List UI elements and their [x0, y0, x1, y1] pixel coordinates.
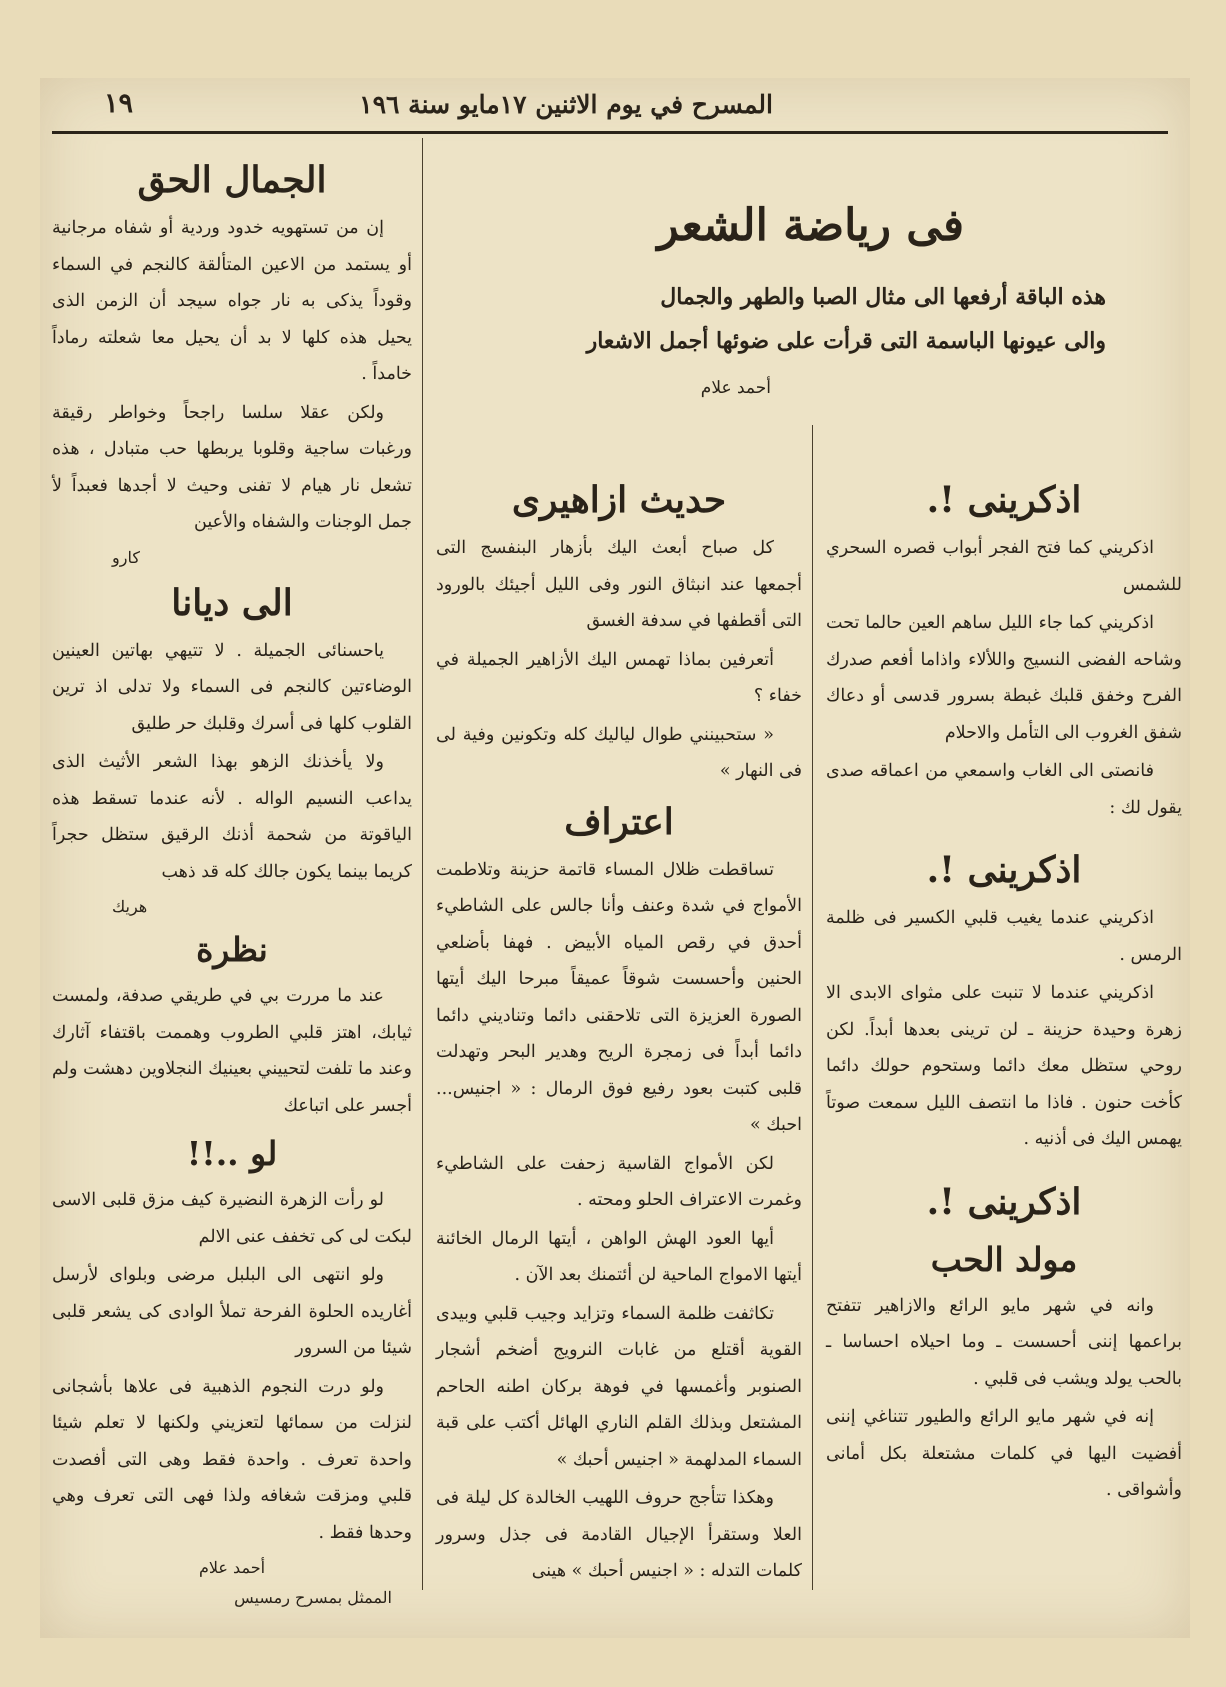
section-heading: حديث ازاهيرى: [511, 479, 727, 521]
paragraph: اذكريني كما جاء الليل ساهم العين حالما تحت وشاحه الفضى النسيج واللألاء واذاما أفعم صدرك الفرح وخفق قلبك غبطة بسرور قدسى أو دعاك شفق الغروب الى التأمل والاحلام: [826, 613, 1182, 743]
page-header: [52, 86, 1168, 134]
paragraph: ولا يأخذنك الزهو بهذا الشعر الأثيث الذى يداعب النسيم الواله . لأنه عندما تسقط هذه الياقوتة من شحمة أذنك الرقيق ستظل حجراً كريما بينما يكون جالك كله قد ذهب: [52, 752, 412, 882]
paragraph: ولو انتهى الى البلبل مرضى وبلواى لأرسل أغاريده الحلوة الفرحة تملأ الوادى كى يشعر قلبى شيئا من السرور: [52, 1265, 412, 1358]
header-rule: [52, 131, 1168, 134]
paragraph: تساقطت ظلال المساء قاتمة حزينة وتلاطمت الأمواج في شدة وعنف وأنا جالس على الشاطيء أحدق في رقص المياه الأبيض . فهفا بأضلعي الحنين وأحسست شوقاً عميقاً مبرحا اليك أيتها الصورة العزيزة التى تلاحقنى دائما وتناديني دائما دائما أبداً فى زمجرة الريح وهدير البحر وتهدلت قلبى كتبت بعود رفيع فوق الرمال : « اجنيس... احبك »: [436, 859, 802, 1135]
column-divider-right: [812, 425, 813, 1590]
paragraph: اذكريني عندما يغيب قلبي الكسير فى ظلمة الرمس .: [826, 908, 1182, 965]
paragraph: أيها العود الهش الواهن ، أيتها الرمال الخائنة أيتها الامواج الماحية لن أئتمنك بعد الآن .: [436, 1228, 802, 1285]
paragraph: فانصتى الى الغاب واسمعي من اعماقه صدى يقول لك :: [826, 761, 1182, 818]
paragraph: وانه في شهر مايو الرائع والازاهير تتفتح براعمها إننى أحسست ـ وما احيلاه احساسا ـ بالحب يولد ويشب فى قلبي .: [826, 1295, 1182, 1389]
paragraph: كل صباح أبعث اليك بأزهار البنفسج التى أجمعها عند انبثاق النور وفى الليل أجيئك بالورود التى أقطفها في سدفة الغسق: [436, 538, 802, 631]
paragraph: لو رأت الزهرة النضيرة كيف مزق قلبى الاسى لبكت لى كى تخفف عنى الالم: [52, 1190, 412, 1247]
section-heading: اذكرينى !.: [926, 1180, 1082, 1223]
main-title: فى رياضة الشعر: [657, 200, 964, 251]
paragraph: وهكذا تتأجج حروف اللهيب الخالدة كل ليلة فى العلا وستقرأ الإجيال القادمة فى جذل وسرور كلمات التدله : « اجنيس أحبك » هينى: [436, 1488, 802, 1581]
intro-author: أحمد علام: [700, 378, 771, 398]
section-heading: مولد الحب: [930, 1239, 1078, 1279]
signature: كارو: [112, 547, 140, 567]
paragraph: اذكريني كما فتح الفجر أبواب قصره السحري للشمس: [826, 538, 1182, 595]
paragraph: « ستحبينني طوال لياليك كله وتكونين وفية لى فى النهار »: [436, 724, 802, 781]
section-heading: لو ..!!: [186, 1134, 278, 1173]
section-heading: اذكرينى !.: [926, 849, 1082, 891]
intro-line-1: هذه الباقة أرفعها الى مثال الصبا والطهر والجمال: [660, 284, 1106, 310]
paragraph: عند ما مررت بي في طريقي صدفة، ولمست ثيابك، اهتز قلبي الطروب وهممت باقتفاء آثارك وعند ما تلفت لتحييني بعينيك النجلاوين دهشت ولم أجسر على اتباعك: [52, 986, 412, 1116]
paragraph: أتعرفين بماذا تهمس اليك الأزاهير الجميلة في خفاء ؟: [436, 649, 802, 706]
signature-caption: الممثل بمسرح رمسيس: [234, 1588, 392, 1607]
signature: أحمد علام: [198, 1558, 266, 1577]
intro-text: [406, 275, 1106, 363]
page-number: ١٩: [104, 88, 134, 119]
right-column: [826, 470, 1182, 1511]
paragraph: اذكريني عندما لا تنبت على مثواى الابدى الا زهرة وحيدة حزينة ـ لن ترينى بعدها أبداً. لكن روحي ستظل معك دائما وستحوم حولك دائما كأخت حنون . فاذا ما انتصف الليل سمعت صوتاً يهمس اليك فى أذنيه .: [826, 983, 1182, 1149]
paragraph: لكن الأمواج القاسية زحفت على الشاطيء وغمرت الاعتراف الحلو ومحته .: [436, 1153, 802, 1210]
section-heading: الجمال الحق: [137, 159, 327, 201]
section-heading: اعتراف: [564, 800, 674, 843]
header-title: المسرح في يوم الاثنين ١٧مايو سنة ١٩٦: [359, 90, 773, 119]
section-heading: الى ديانا: [171, 581, 293, 624]
section-heading: نظرة: [196, 930, 268, 969]
paragraph: تكاثفت ظلمة السماء وتزايد وجيب قلبي وبيدى القوية أقتلع من غابات النرويج أضخم أشجار الصنوبر وأغمسها في فوهة بركان اطنه الحاحم المشتعل وبذلك القلم الناري الهائل أكتب على قبة السماء المدلهمة « اجنيس أحبك »: [436, 1303, 802, 1470]
section-heading: اذكرينى !.: [926, 479, 1082, 521]
left-column: [52, 150, 412, 1613]
middle-column: [436, 470, 802, 1592]
paragraph: ياحسنائى الجميلة . لا تتيهي بهاتين العينين الوضاءتين كالنجم فى السماء ولا تدلى اذ ترين القلوب كلها فى أسرك وقلبك حر طليق: [52, 640, 412, 734]
signature: هريك: [112, 897, 148, 916]
paragraph: إنه في شهر مايو الرائع والطيور تتناغي إننى أفضيت اليها في كلمات مشتعلة بكل أمانى وأشواقى .: [826, 1407, 1182, 1500]
paragraph: ولكن عقلا سلسا راجحاً وخواطر رقيقة ورغبات ساجية وقلوبا يربطها حب متبادل ، هذه تشعل نار هيام لا تفنى وحيث لا أجدها فعبداً لأ جمل الوجنات والشفاه والأعين: [52, 402, 412, 532]
intro-line-2: والى عيونها الباسمة التى قرأت على ضوئها أجمل الاشعار: [586, 328, 1106, 354]
paragraph: ولو درت النجوم الذهبية فى علاها بأشجانى لنزلت من سمائها لتعزيني ولكنها لا تعلم شيئا واحدة تعرف . واحدة فقط وهى التى أفصدت قلبي ومزقت شغافه ولذا فهى التى تعرف وهي وحدها فقط .: [52, 1376, 412, 1543]
paragraph: إن من تستهويه خدود وردية أو شفاه مرجانية أو يستمد من الاعين المتألقة كالنجم في السماء وقوداً يذكى به نار جواه سيجد أن الزمن الذى يحيل هذه كلها لا بد أن يحيل معا شعلته رماداً خامداً .: [52, 218, 412, 384]
